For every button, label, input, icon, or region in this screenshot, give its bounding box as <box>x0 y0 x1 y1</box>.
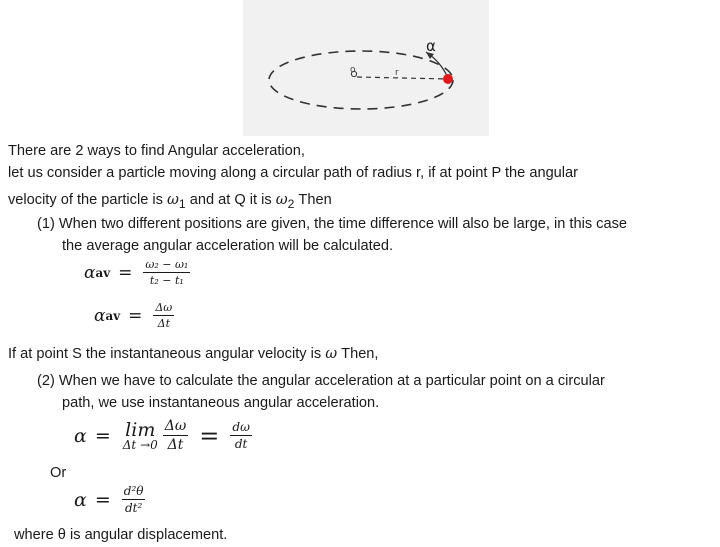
intro-line-2: let us consider a particle moving along a circular path of radius r, if at point P the angular <box>8 165 579 181</box>
equation-average-1: α av = $\frac{\text{ω₂ − ω₁}}{\text{t₂ − t₁}}$ <box>84 258 189 287</box>
item-2-line-1: (2) When we have to calculate the angular acceleration at a particular point on a circular <box>37 373 605 389</box>
intro-line-1: There are 2 ways to find Angular acceleration, <box>8 143 305 159</box>
dashed-circular-path <box>269 51 453 109</box>
instant-intro-line: If at point S the instantaneous angular velocity is ω Then, <box>8 345 379 362</box>
item-2-line-2: path, we use instantaneous angular acceleration. <box>62 395 380 411</box>
equation-instantaneous: α = lim Δt →0 $\frac{\Delta\omega}{\Delta t}$ = $\frac{d\omega}{dt}$ <box>74 418 250 453</box>
fraction: $\frac{\text{d²θ}}{\text{dt²}}$ <box>123 484 144 515</box>
orbit-figure <box>243 0 489 136</box>
limit: lim Δt →0 <box>122 419 158 452</box>
or-text: Or <box>50 465 67 481</box>
radius-line <box>357 77 448 79</box>
fraction: $\frac{d\omega}{dt}$ <box>232 420 250 451</box>
fraction: $\frac{\text{ω₂ − ω₁}}{\text{t₂ − t₁}}$ <box>145 258 189 287</box>
item-1-line-1: (1) When two different positions are given, the time difference will also be large, in this case <box>37 216 627 232</box>
orbit-diagram <box>243 0 489 136</box>
equation-average-2: α av = $\frac{\Delta\omega}{\Delta t}$ <box>94 301 173 330</box>
radius-label: r <box>395 68 399 78</box>
fraction: $\frac{\Delta\omega}{\Delta t}$ <box>164 418 187 453</box>
equation-second-derivative: α = $\frac{\text{d²θ}}{\text{dt²}}$ <box>74 484 144 515</box>
alpha-label: α <box>426 37 436 55</box>
center-label: o <box>350 65 356 75</box>
fraction: $\frac{\Delta\omega}{\Delta t}$ <box>155 301 173 330</box>
item-1-line-2: the average angular acceleration will be calculated. <box>62 238 393 254</box>
closing-line: where θ is angular displacement. <box>14 527 228 543</box>
intro-line-3: velocity of the particle is $\omega_1$ and at Q it is $\omega_2$ Then <box>8 191 332 211</box>
particle-dot <box>443 74 453 84</box>
